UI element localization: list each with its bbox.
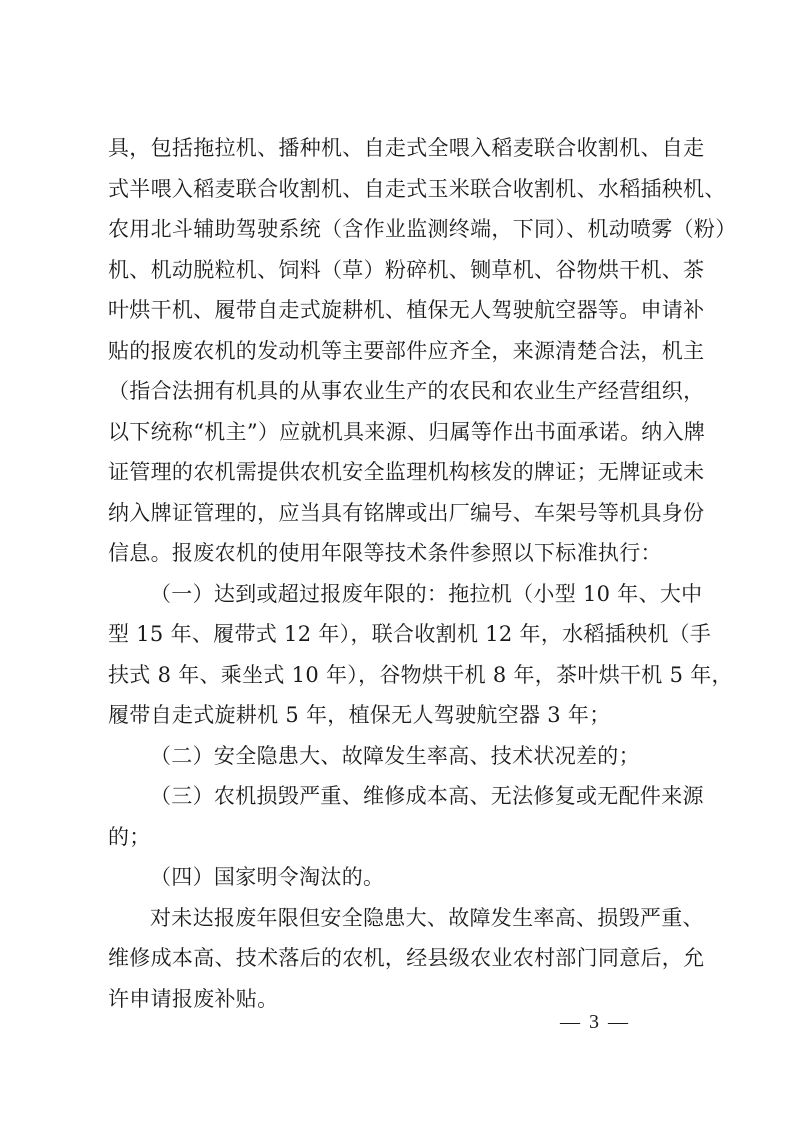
list-item-text: （四）国家明令淘汰的。 (150, 865, 385, 889)
page-number: — 3 — (560, 1011, 630, 1033)
text-line: 许申请报废补贴。 (108, 986, 279, 1011)
text-line: 信息。报废农机的使用年限等技术条件参照以下标准执行： (108, 541, 662, 565)
text-line: 机、机动脱粒机、饲料（草）粉碎机、铡草机、谷物烘干机、茶 (108, 257, 705, 282)
text-line: 的； (108, 824, 151, 849)
text-line: 贴的报废农机的发动机等主要部件应齐全，来源清楚合法，机主 (108, 338, 705, 363)
text-line: 型 15 年、履带式 12 年），联合收割机 12 年，水稻插秧机（手 (108, 622, 712, 646)
text-line: 具，包括拖拉机、播种机、自走式全喂入稻麦联合收割机、自走 (108, 136, 705, 160)
text-line: 履带自走式旋耕机 5 年，植保无人驾驶航空器 3 年； (108, 703, 611, 727)
text-line: 纳入牌证管理的，应当具有铭牌或出厂编号、车架号等机具身份 (108, 500, 705, 525)
text-line: 证管理的农机需提供农机安全监理机构核发的牌证；无牌证或未 (108, 460, 705, 484)
text-line: 式半喂入稻麦联合收割机、自走式玉米联合收割机、水稻插秧机、 (108, 176, 726, 201)
body-text (108, 128, 737, 1019)
list-item-text: （一）达到或超过报废年限的：拖拉机（小型 10 年、大中 (150, 581, 703, 606)
list-item-text: （三）农机损毁严重、维修成本高、无法修复或无配件来源 (150, 784, 704, 808)
text-line: 维修成本高、技术落后的农机，经县级农业农村部门同意后，允 (108, 946, 705, 970)
paragraph-text: 对未达报废年限但安全隐患大、故障发生率高、损毁严重、 (150, 905, 704, 930)
text-line: （指合法拥有机具的从事农业生产的农民和农业生产经营组织， (108, 379, 705, 403)
text-line: 农用北斗辅助驾驶系统（含作业监测终端，下同）、机动喷雾（粉） (108, 217, 737, 241)
text-line: 扶式 8 年、乘坐式 10 年），谷物烘干机 8 年，茶叶烘干机 5 年， (108, 662, 733, 687)
list-item-text: （二）安全隐患大、故障发生率高、技术状况差的； (150, 743, 640, 768)
text-line: 叶烘干机、履带自走式旋耕机、植保无人驾驶航空器等。申请补 (108, 298, 705, 322)
text-line: 以下统称“机主”）应就机具来源、归属等作出书面承诺。纳入牌 (108, 419, 706, 444)
